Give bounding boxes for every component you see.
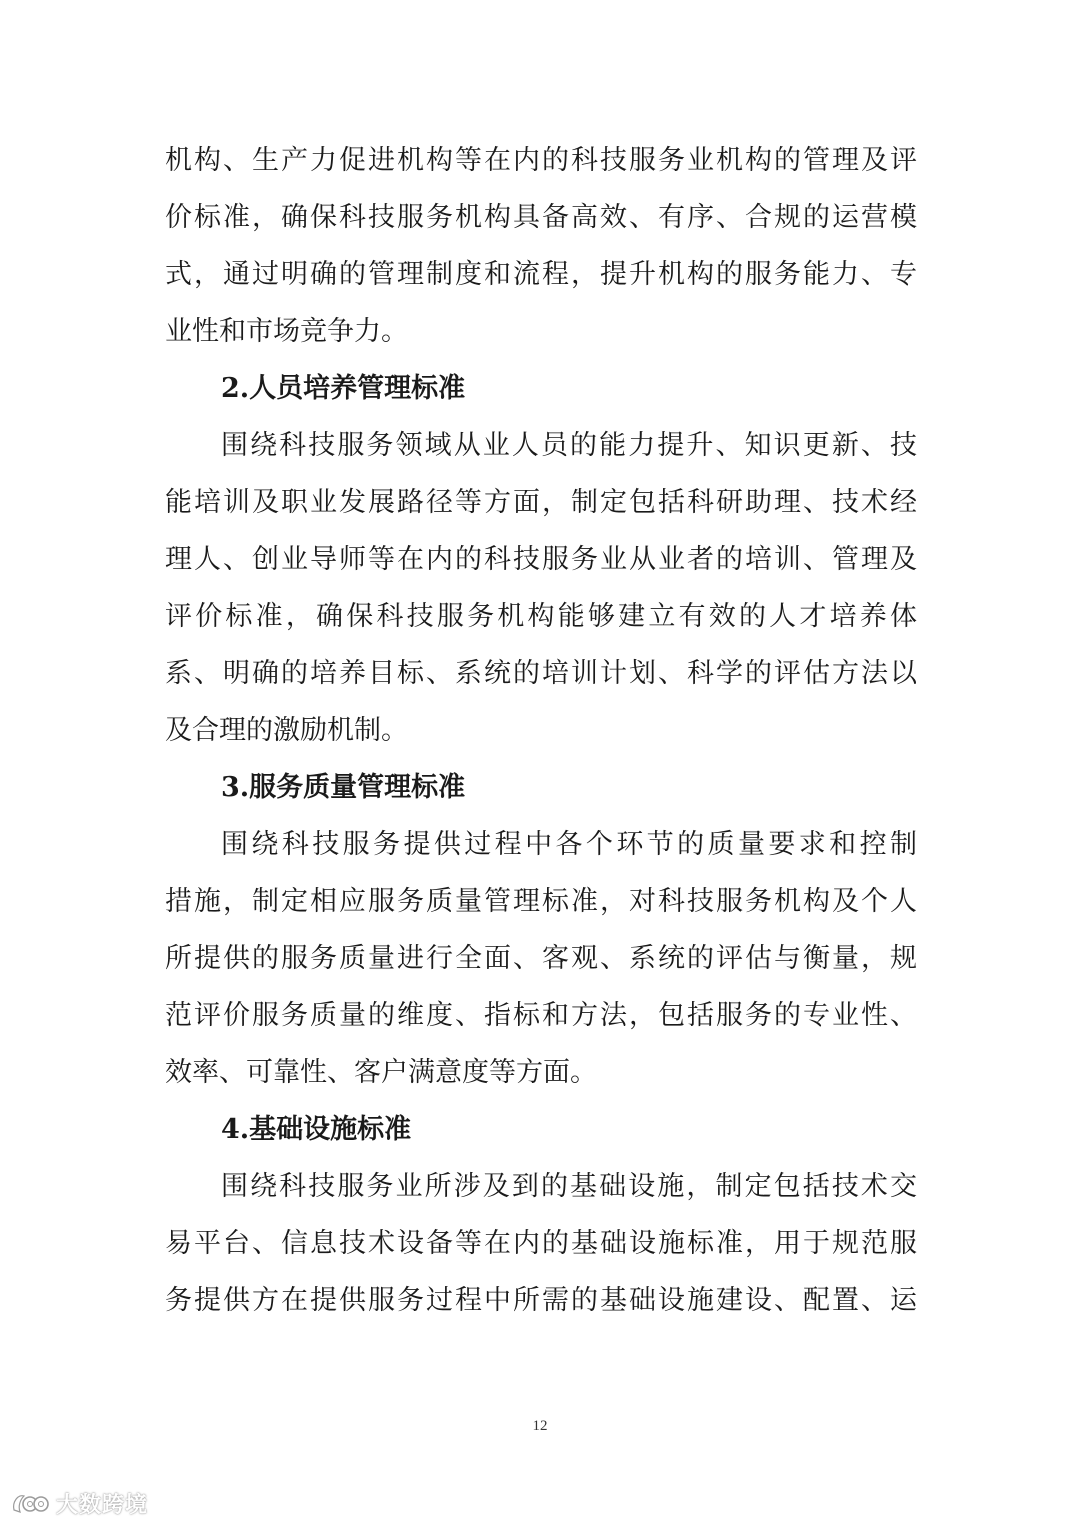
text-line: 评价标准，确保科技服务机构能够建立有效的人才培养体	[165, 601, 917, 632]
section-paragraph	[165, 417, 917, 759]
text-line: 易平台、信息技术设备等在内的基础设施标准，用于规范服	[165, 1228, 917, 1259]
watermark-text: 大数跨境	[56, 1492, 149, 1518]
page-number: 12	[532, 1418, 548, 1434]
text-line: 机构、生产力促进机构等在内的科技服务业机构的管理及评	[165, 145, 917, 176]
text-line: 围绕科技服务业所涉及到的基础设施，制定包括技术交	[221, 1171, 917, 1202]
text-line: 理人、创业导师等在内的科技服务业从业者的培训、管理及	[165, 544, 917, 575]
brand-logo-icon	[10, 1490, 50, 1516]
section-heading: 2.人员培养管理标准	[221, 373, 466, 404]
text-line: 系、明确的培养目标、系统的培训计划、科学的评估方法以	[165, 658, 917, 689]
section-paragraph	[165, 816, 917, 1101]
text-line: 务提供方在提供服务过程中所需的基础设施建设、配置、运	[165, 1285, 917, 1316]
intro-paragraph	[165, 132, 917, 360]
text-line: 及合理的激励机制。	[165, 715, 408, 746]
section-paragraph	[165, 1158, 917, 1329]
text-line: 价标准，确保科技服务机构具备高效、有序、合规的运营模	[165, 202, 917, 233]
text-line: 围绕科技服务领域从业人员的能力提升、知识更新、技	[221, 430, 917, 461]
section-heading: 4.基础设施标准	[221, 1114, 412, 1145]
watermark	[10, 1488, 148, 1518]
document-body	[165, 132, 917, 1329]
text-line: 措施，制定相应服务质量管理标准，对科技服务机构及个人	[165, 886, 917, 917]
text-line: 能培训及职业发展路径等方面，制定包括科研助理、技术经	[165, 487, 917, 518]
text-line: 业性和市场竞争力。	[165, 316, 408, 347]
text-line: 所提供的服务质量进行全面、客观、系统的评估与衡量，规	[165, 943, 917, 974]
text-line: 效率、可靠性、客户满意度等方面。	[165, 1057, 597, 1088]
text-line: 围绕科技服务提供过程中各个环节的质量要求和控制	[221, 829, 917, 860]
section-heading: 3.服务质量管理标准	[221, 772, 466, 803]
text-line: 范评价服务质量的维度、指标和方法，包括服务的专业性、	[165, 1000, 917, 1031]
text-line: 式，通过明确的管理制度和流程，提升机构的服务能力、专	[165, 259, 917, 290]
